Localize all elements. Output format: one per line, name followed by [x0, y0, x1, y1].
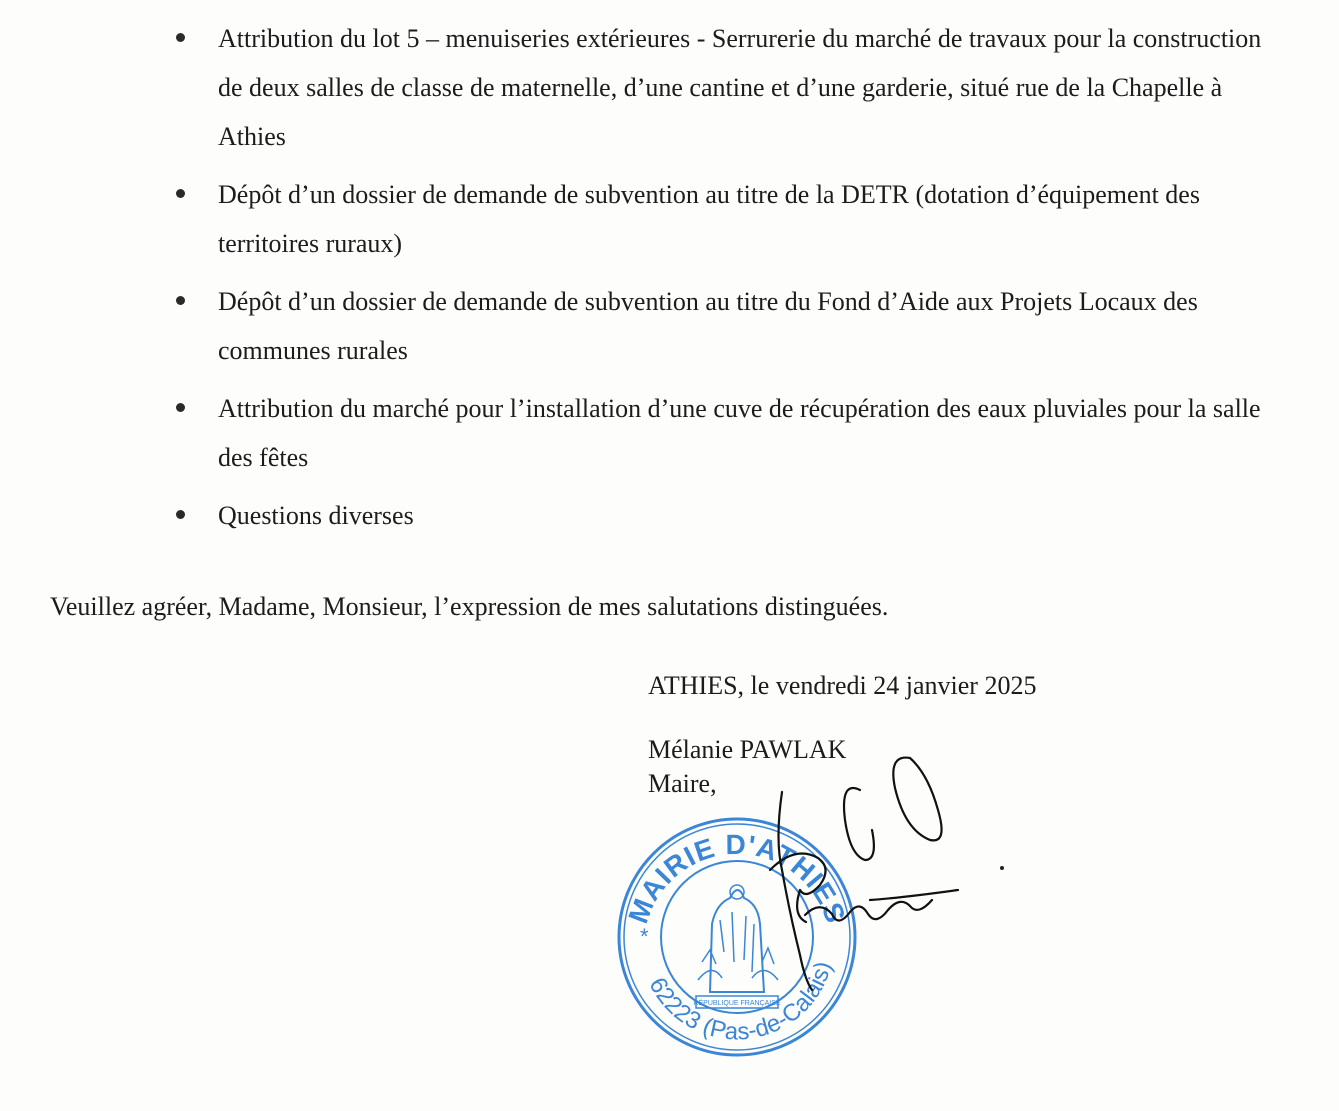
stamp-star: * — [640, 924, 649, 949]
bullet-icon — [176, 510, 185, 519]
agenda-item-text: Questions diverses — [218, 501, 414, 530]
agenda-item-lot5 — [172, 14, 1282, 161]
agenda-item-text: Attribution du marché pour l’installation d’une cuve de récupération des eaux pluviales pour la salle des fêtes — [218, 394, 1261, 472]
agenda-item-fapl — [172, 277, 1282, 375]
agenda-item-cuve — [172, 384, 1282, 482]
agenda-item-detr — [172, 170, 1282, 268]
ink-dot — [1000, 866, 1004, 870]
bullet-icon — [176, 403, 185, 412]
stamp-top-text: MAIRIE D'ATHIES — [622, 828, 852, 928]
signer-name: Mélanie PAWLAK — [648, 735, 847, 764]
bullet-icon — [176, 189, 185, 198]
agenda-list — [172, 14, 1282, 549]
bullet-icon — [176, 296, 185, 305]
place-and-date: ATHIES, le vendredi 24 janvier 2025 — [648, 671, 1037, 700]
closing-salutation: Veuillez agréer, Madame, Monsieur, l’expression de mes salutations distinguées. — [50, 592, 889, 621]
handwritten-signature-icon — [700, 740, 1020, 1000]
stamp-bottom-text: 62223 (Pas-de-Calais) — [643, 958, 838, 1046]
agenda-item-text: Dépôt d’un dossier de demande de subvention au titre de la DETR (dotation d’équipement des territoires ruraux) — [218, 180, 1200, 258]
agenda-item-text: Attribution du lot 5 – menuiseries extérieures - Serrurerie du marché de travaux pour la construction de deux salles de classe de maternelle, d’une cantine et d’une garderie, situé rue de la Chapelle à Athies — [218, 24, 1262, 151]
agenda-item-questions — [172, 491, 1282, 540]
agenda-item-text: Dépôt d’un dossier de demande de subvention au titre du Fond d’Aide aux Projets Locaux des communes rurales — [218, 287, 1198, 365]
stamp-ribbon-text: RÉPUBLIQUE FRANÇAISE — [693, 1000, 781, 1007]
bullet-icon — [176, 33, 185, 42]
signer-title: Maire, — [648, 769, 717, 798]
